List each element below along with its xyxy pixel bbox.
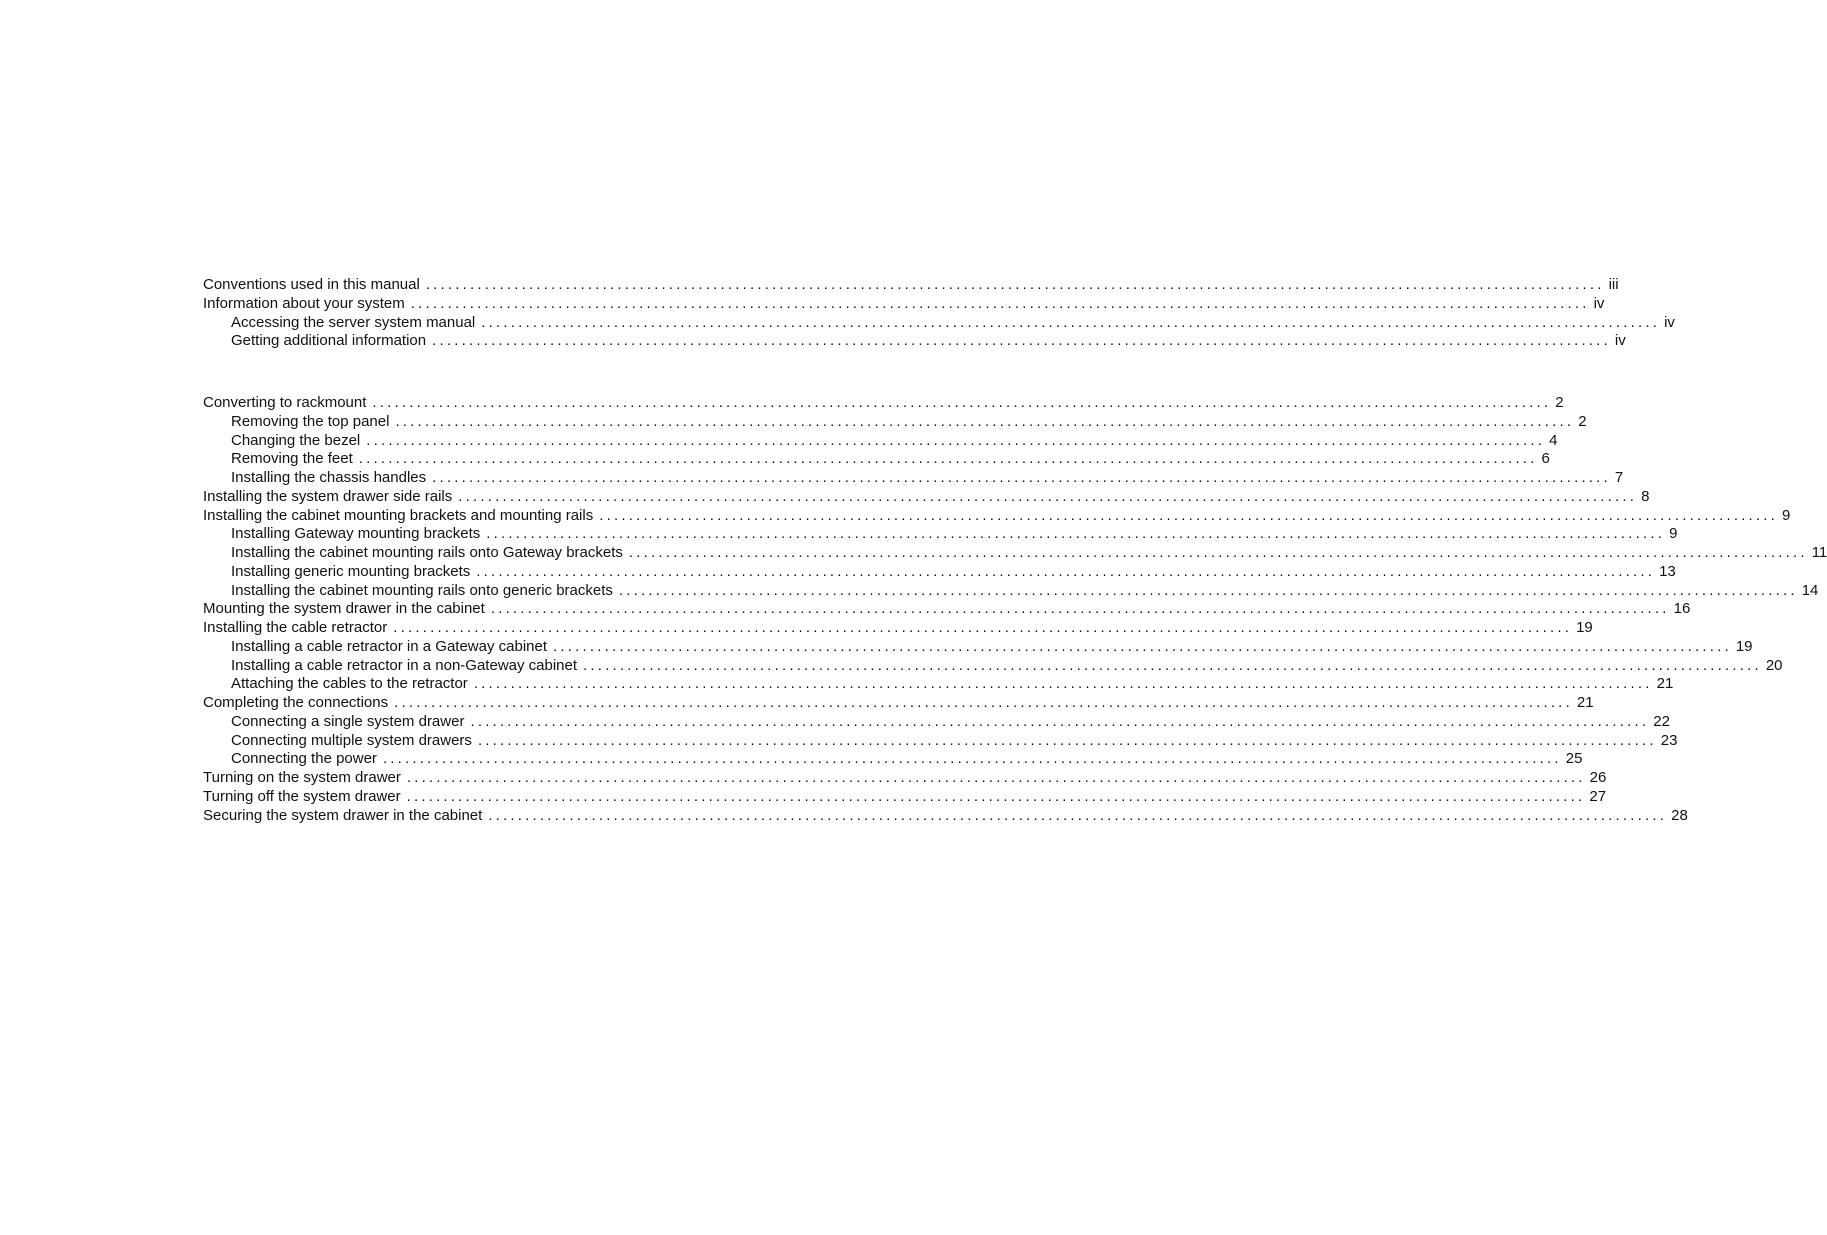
toc-leader-dots: ................................................................................................................................................................ — [432, 332, 1611, 350]
toc-subentry[interactable] — [203, 712, 1670, 732]
toc-subentry[interactable] — [203, 656, 1783, 676]
toc-entry-page: 8 — [1641, 487, 1650, 505]
toc-entry-title: Installing the cabinet mounting rails onto Gateway brackets — [231, 544, 623, 561]
toc-entry-page: 2 — [1578, 412, 1587, 430]
toc-entry-page: 14 — [1801, 581, 1819, 599]
toc-entry-page: 21 — [1656, 675, 1674, 693]
toc-leader-dots: ................................................................................................................................................................ — [583, 656, 1762, 674]
toc-entry-title: Installing the cabinet mounting rails onto generic brackets — [231, 581, 613, 599]
toc-entry-title: Accessing the server system manual — [231, 313, 476, 331]
toc-subentry[interactable] — [203, 562, 1676, 582]
toc-entry-page: 23 — [1660, 731, 1678, 749]
toc-entry-title: Connecting a single system drawer — [231, 712, 465, 730]
toc-leader-dots: ................................................................................................................................................................ — [406, 769, 1586, 786]
toc-entry-page: 27 — [1589, 787, 1607, 805]
toc-entry-page: 16 — [1673, 600, 1691, 618]
toc-entry-page: iv — [1593, 294, 1605, 312]
toc-entry-title: Installing a cable retractor in a non-Gateway cabinet — [231, 656, 578, 674]
toc-entry[interactable] — [203, 294, 1605, 314]
toc-leader-dots: ................................................................................................................................................................ — [366, 431, 1546, 449]
toc-entry-page: 28 — [1671, 806, 1688, 824]
toc-entry[interactable] — [203, 394, 1564, 413]
toc-entry-page: iv — [1664, 313, 1675, 331]
toc-leader-dots: ................................................................................................................................................................ — [395, 412, 1575, 430]
toc-entry-title: Installing Gateway mounting brackets — [231, 525, 481, 543]
toc-entry-page: 4 — [1549, 431, 1558, 449]
toc-leader-dots: ................................................................................................................................................................ — [490, 600, 1670, 618]
toc-subentry[interactable] — [203, 750, 1583, 769]
toc-leader-dots: ................................................................................................................................................................ — [488, 806, 1668, 824]
toc-leader-dots: ................................................................................................................................................................ — [470, 712, 1650, 730]
toc-entry-title: Getting additional information — [231, 332, 427, 350]
toc-leader-dots: ................................................................................................................................................................ — [406, 787, 1586, 805]
toc-entry[interactable] — [203, 694, 1594, 713]
toc-entry-page: 7 — [1614, 469, 1624, 486]
toc-leader-dots: ................................................................................................................................................................ — [618, 581, 1798, 599]
toc-leader-dots: ................................................................................................................................................................ — [628, 544, 1808, 561]
toc-leader-dots: ................................................................................................................................................................ — [394, 694, 1573, 711]
toc-entry-page: iv — [1614, 332, 1626, 350]
toc-subentry[interactable] — [203, 313, 1675, 333]
toc-entry-page: 20 — [1765, 656, 1783, 674]
toc-entry-title: Changing the bezel — [231, 431, 361, 449]
toc-entry[interactable] — [203, 769, 1607, 788]
toc-entry-title: Securing the system drawer in the cabinet — [203, 806, 483, 824]
toc-leader-dots: ................................................................................................................................................................ — [432, 469, 1611, 486]
toc-entry[interactable] — [203, 806, 1688, 826]
toc-entry-page: 19 — [1576, 619, 1593, 636]
toc-leader-dots: ................................................................................................................................................................ — [481, 313, 1661, 331]
toc-entry-title: Information about your system — [203, 294, 405, 312]
toc-entry-page: 25 — [1565, 750, 1583, 768]
toc-section — [203, 276, 1675, 351]
toc-subentry[interactable] — [203, 675, 1674, 694]
toc-subentry[interactable] — [203, 412, 1587, 432]
toc-leader-dots: ................................................................................................................................................................ — [425, 276, 1605, 293]
toc-entry[interactable] — [203, 276, 1619, 295]
toc-subentry[interactable] — [203, 525, 1678, 544]
toc-entry[interactable] — [203, 487, 1650, 507]
toc-entry[interactable] — [203, 787, 1607, 807]
toc-entry-title: Installing the cable retractor — [203, 619, 388, 636]
toc-entry-title: Turning on the system drawer — [203, 769, 401, 786]
toc-leader-dots: ................................................................................................................................................................ — [476, 562, 1656, 580]
toc-entry-title: Removing the top panel — [231, 412, 390, 430]
toc-leader-dots: ................................................................................................................................................................ — [382, 750, 1562, 768]
toc-leader-dots: ................................................................................................................................................................ — [473, 675, 1653, 693]
toc-entry-title: Installing the cabinet mounting brackets and mounting rails — [203, 506, 594, 524]
toc-subentry[interactable] — [203, 581, 1819, 601]
toc-entry-title: Installing the system drawer side rails — [203, 487, 453, 505]
toc-leader-dots: ................................................................................................................................................................ — [599, 506, 1779, 524]
toc-entry-title: Installing the chassis handles — [231, 469, 427, 486]
toc-entry-title: Converting to rackmount — [203, 394, 367, 411]
toc-entry-page: iii — [1608, 276, 1619, 293]
toc-leader-dots: ................................................................................................................................................................ — [553, 637, 1732, 655]
toc-entry-page: 11 — [1811, 544, 1827, 561]
toc-subentry[interactable] — [203, 731, 1678, 751]
toc-subentry[interactable] — [203, 469, 1624, 488]
toc-entry-page: 13 — [1659, 562, 1676, 580]
toc-leader-dots: ................................................................................................................................................................ — [486, 525, 1666, 543]
toc-leader-dots: ................................................................................................................................................................ — [410, 294, 1590, 312]
toc-leader-dots: ................................................................................................................................................................ — [372, 394, 1552, 411]
toc-entry-page: 22 — [1653, 712, 1670, 730]
toc-entry-title: Turning off the system drawer — [203, 787, 401, 805]
toc-entry-title: Connecting the power — [231, 750, 377, 768]
toc-entry-title: Mounting the system drawer in the cabinet — [203, 600, 485, 618]
toc-entry-title: Installing generic mounting brackets — [231, 562, 471, 580]
toc-subentry[interactable] — [203, 637, 1753, 657]
toc-entry-page: 9 — [1782, 506, 1791, 524]
toc-entry-page: 26 — [1589, 769, 1607, 786]
toc-leader-dots: ................................................................................................................................................................ — [358, 450, 1538, 468]
toc-entry-title: Removing the feet — [231, 450, 353, 468]
toc-entry-title: Attaching the cables to the retractor — [231, 675, 468, 693]
toc-entry[interactable] — [203, 619, 1593, 638]
toc-entry-title: Completing the connections — [203, 694, 389, 711]
toc-subentry[interactable] — [203, 431, 1558, 451]
toc-entry-page: 19 — [1735, 637, 1753, 655]
toc-entry-page: 2 — [1555, 394, 1564, 411]
toc-entry-title: Installing a cable retractor in a Gateway cabinet — [231, 637, 548, 655]
toc-entry-title: Connecting multiple system drawers — [231, 731, 472, 749]
toc-entry-page: 9 — [1669, 525, 1678, 543]
toc-subentry[interactable] — [203, 450, 1550, 469]
toc-entry[interactable] — [203, 600, 1691, 619]
toc-subentry[interactable] — [203, 332, 1626, 351]
toc-entry-title: Conventions used in this manual — [203, 276, 420, 293]
toc-leader-dots: ................................................................................................................................................................ — [477, 731, 1657, 749]
toc-section — [203, 394, 1827, 825]
toc-subentry[interactable] — [203, 544, 1827, 563]
toc-entry[interactable] — [203, 506, 1791, 526]
toc-leader-dots: ................................................................................................................................................................ — [393, 619, 1573, 636]
toc-entry-page: 21 — [1576, 694, 1594, 711]
toc-leader-dots: ................................................................................................................................................................ — [458, 487, 1638, 505]
toc-entry-page: 6 — [1541, 450, 1550, 468]
